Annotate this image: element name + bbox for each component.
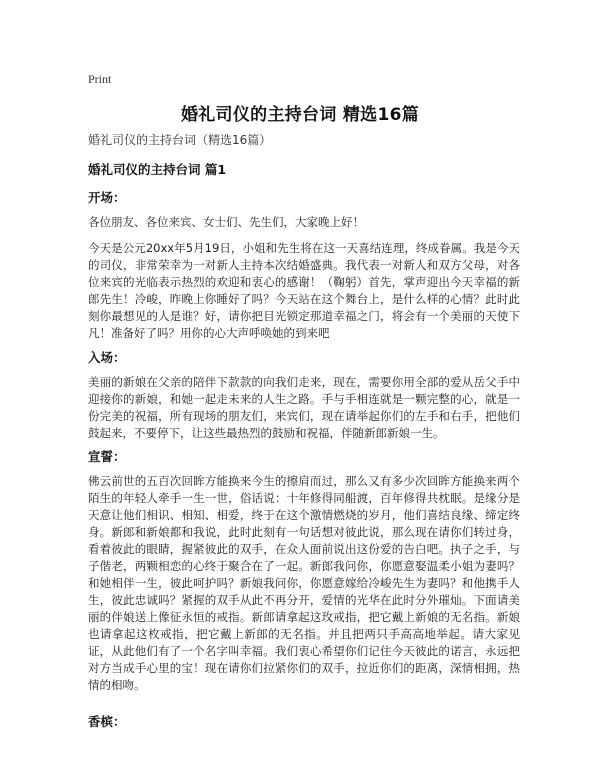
paragraph-greeting: 各位朋友、各位来宾、女士们、先生们，大家晚上好！ [88,215,364,229]
document-title: 婚礼司仪的主持台词 精选16篇 [180,105,420,125]
heading-vows: 宣誓： [88,449,126,464]
heading-champagne: 香槟： [88,714,126,729]
heading-entrance: 入场： [88,350,126,365]
section-title: 婚礼司仪的主持台词 篇1 [88,162,227,177]
print-label[interactable]: Print [88,72,112,86]
heading-opening: 开场： [88,190,126,205]
document-subtitle: 婚礼司仪的主持台词（精选16篇） [88,133,272,147]
paragraph-entrance: 美丽的新娘在父亲的陪伴下款款的向我们走来，现在，需要你用全部的爱从岳父手中迎接你的新娘，和她一起走未来的人生之路。手与手相连就是一颗完整的心，就是一份完美的祝福，所有现场的朋友们，来宾们，现在请举起你们的左手和右手，把他们鼓起来，不要停下，让这些最热烈的鼓励和祝福，伴随新郎新娘一生。 [88,375,520,440]
paragraph-vows: 佛云前世的五百次回眸方能换来今生的擦肩而过，那么又有多少次回眸方能换来两个陌生的年轻人牵手一生一世，俗话说：十年修得同船渡，百年修得共枕眠。是缘分是天意让他们相识、相知、相爱，终于在这个激情燃烧的岁月，他们喜结良缘、缔定终身。新郎和新娘都和我说，此时此刻有一句话想对彼此说，那么现在请你们转过身，看着彼此的眼睛，握紧彼此的双手，在众人面前说出这份爱的告白吧。执子之手，与子偕老，两颗相恋的心终于聚合在了一起。新郎我问你，你愿意娶温柔小姐为妻吗？和她相伴一生，彼此呵护吗？新娘我问你，你愿意嫁给冷峻先生为妻吗？和他携手人生，彼此忠诚吗？紧握的双手从此不再分开，爱情的光华在此时分外璀灿。下面请美丽的伴娘送上像征永恒的戒指。新郎请拿起这玫戒指，把它戴上新娘的无名指。新娘也请拿起这枚戒指，把它戴上新郎的无名指。并且把两只手高高地举起。请大家见证，从此他们有了一个名字叫幸福。我们衷心希望你们记住今天彼此的诺言，永远把对方当成手心里的宝！现在请你们拉紧你们的双手，拉近你们的距离，深情相拥，热情的相吻。 [88,474,520,692]
paragraph-opening: 今天是公元20xx年5月19日，小姐和先生将在这一天喜结连理，终成眷属。我是今天的司仪，非常荣幸为一对新人主持本次结婚盛典。我代表一对新人和双方父母，对各位来宾的光临表示热烈的欢迎和衷心的感谢！（鞠躬）首先，掌声迎出今天幸福的新郎先生！冷峻，昨晚上你睡好了吗？今天站在这个舞台上，是什么样的心情？此时此刻你最想见的人是谁？好，请你把目光锁定那道幸福之门，将会有一个美丽的天使下凡！准备好了吗？用你的心大声呼唤她的到来吧 [88,241,520,340]
